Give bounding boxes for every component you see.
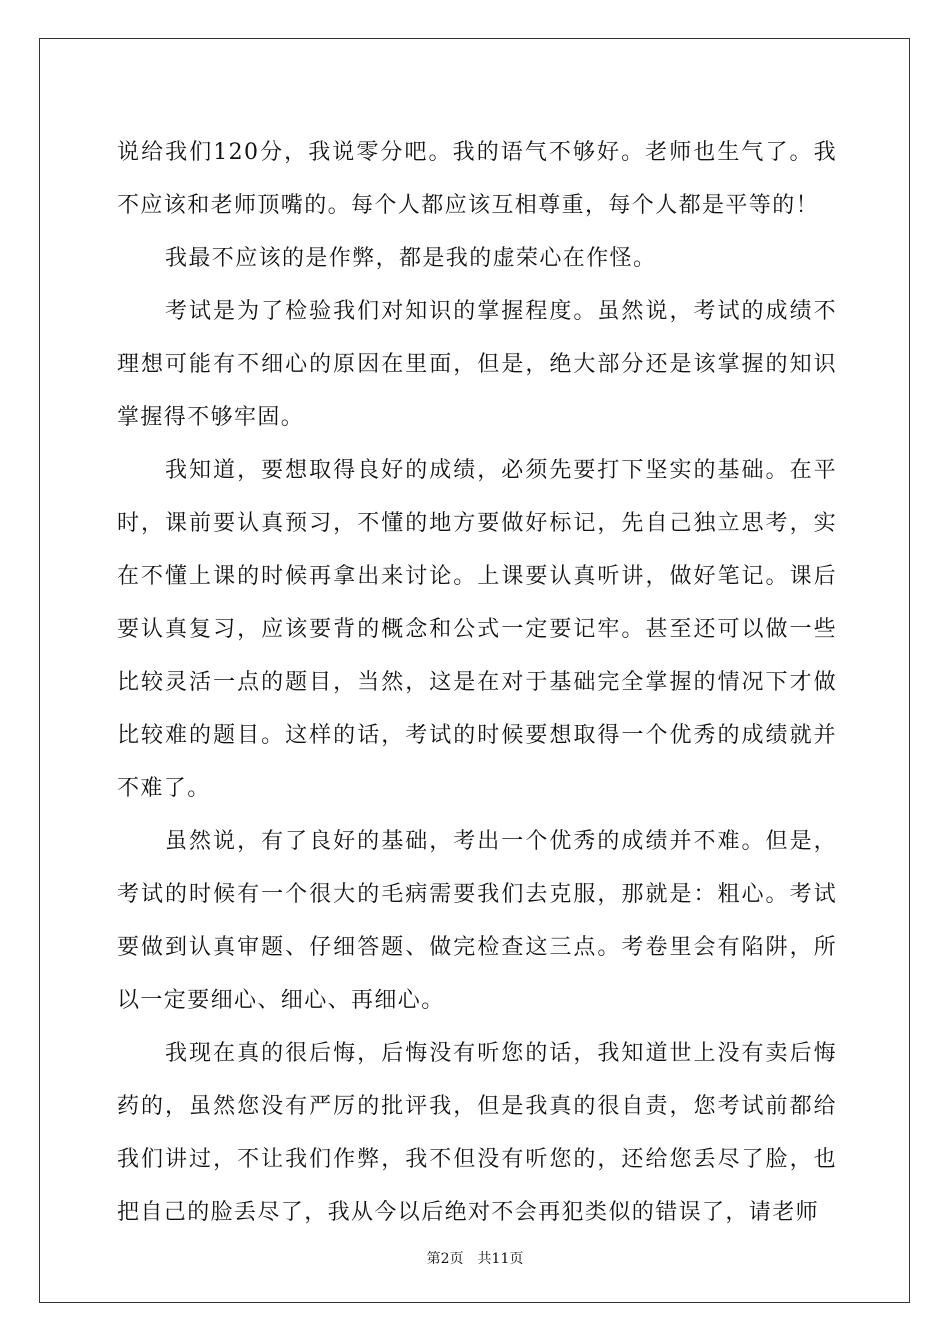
page-footer <box>0 1248 950 1268</box>
paragraph-continued: 说给我们120分，我说零分吧。我的语气不够好。老师也生气了。我不应该和老师顶嘴的。每个人都应该互相尊重，每个人都是平等的！ <box>117 140 837 218</box>
page-number: 第2页 <box>426 1251 464 1267</box>
paragraph: 我知道，要想取得良好的成绩，必须先要打下坚实的基础。在平时，课前要认真预习，不懂的地方要做好标记，先自己独立思考，实在不懂上课的时候再拿出来讨论。上课要认真听讲，做好笔记。课后要认真复习，应该要背的概念和公式一定要记牢。甚至还可以做一些比较灵活一点的题目，当然，这是在对于基础完全掌握的情况下才做比较难的题目。这样的话，考试的时候要想取得一个优秀的成绩就并不难了。 <box>117 458 837 801</box>
paragraph: 考试是为了检验我们对知识的掌握程度。虽然说，考试的成绩不理想可能有不细心的原因在里面，但是，绝大部分还是该掌握的知识掌握得不够牢固。 <box>117 299 837 430</box>
paragraph: 我最不应该的是作弊，都是我的虚荣心在作怪。 <box>165 246 657 271</box>
paragraph: 虽然说，有了良好的基础，考出一个优秀的成绩并不难。但是，考试的时候有一个很大的毛病需要我们去克服，那就是：粗心。考试要做到认真审题、仔细答题、做完检查这三点。考卷里会有陷阱，所以一定要细心、细心、再细心。 <box>117 829 837 1013</box>
document-body <box>117 126 837 1239</box>
paragraph: 我现在真的很后悔，后悔没有听您的话，我知道世上没有卖后悔药的，虽然您没有严厉的批评我，但是我真的很自责，您考试前都给我们讲过，不让我们作弊，我不但没有听您的，还给您丢尽了脸，也把自己的脸丢尽了，我从今以后绝对不会再犯类似的错误了，请老师 <box>117 1041 837 1225</box>
page-total: 共11页 <box>477 1251 524 1267</box>
